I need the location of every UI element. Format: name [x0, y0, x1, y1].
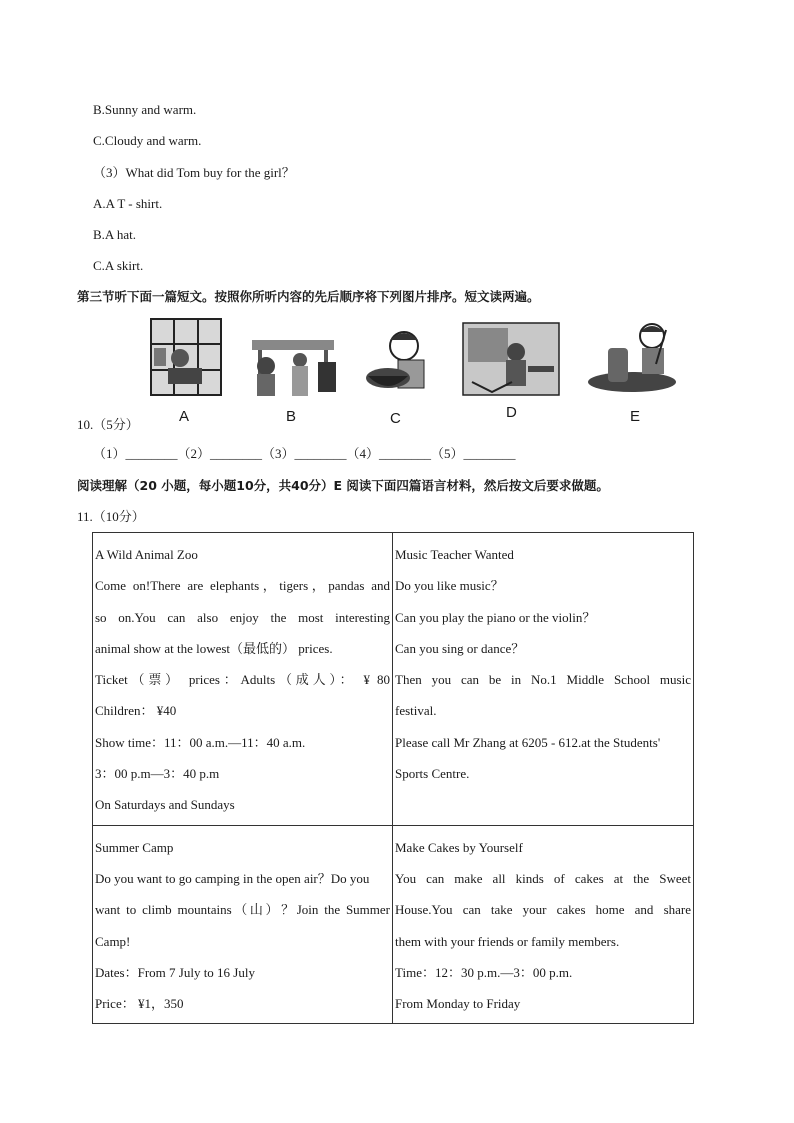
ad-music-line: Then you can be in No.1 Middle School music: [395, 672, 691, 688]
picture-c-label: C: [390, 410, 401, 427]
ad-zoo-line: Come on!There are elephants，tigers，pandas and: [95, 578, 390, 594]
option-c: C.Cloudy and warm.: [93, 133, 202, 148]
question-11-number: 11.（10分）: [77, 509, 145, 524]
picture-b-label: B: [286, 408, 297, 425]
option-b: B.A hat.: [93, 227, 136, 242]
ad-zoo-line: 3：00 p.m—3：40 p.m: [95, 766, 220, 782]
ad-zoo-title: A Wild Animal Zoo: [95, 547, 198, 562]
ad-cakes-title: Make Cakes by Yourself: [395, 839, 523, 855]
ad-music-line: Do you like music？: [395, 578, 504, 594]
ad-camp-line: Do you want to go camping in the open air？Do you: [95, 870, 370, 886]
ad-music: [393, 533, 694, 826]
option-b: B.Sunny and warm.: [93, 102, 197, 117]
ad-zoo: [93, 533, 393, 826]
picture-d: [462, 322, 560, 400]
question-10-number: 10.（5分）: [77, 417, 139, 432]
picture-e-label: E: [630, 408, 641, 425]
ad-zoo-line: so on.You can also enjoy the most interesting: [95, 609, 390, 625]
section-3-heading: 第三节听下面一篇短文。按照你所听内容的先后顺序将下列图片排序。短文读两遍。: [77, 289, 540, 304]
ad-cakes-line: House.You can take your cakes home and share: [395, 902, 691, 918]
ad-cakes-line: From Monday to Friday: [395, 996, 521, 1012]
picture-b: [248, 336, 340, 402]
question-3: （3）What did Tom buy for the girl？: [93, 165, 295, 180]
picture-row: [140, 318, 700, 428]
ad-zoo-line: animal show at the lowest（最低的） prices.: [95, 640, 333, 656]
picture-a: [150, 318, 222, 398]
ad-camp: [93, 825, 393, 1024]
ad-cakes-line: Time：12：30 p.m.—3：00 p.m.: [395, 964, 573, 980]
option-c: C.A skirt.: [93, 258, 144, 273]
ad-zoo-line: On Saturdays and Sundays: [95, 797, 235, 813]
ad-zoo-line: Show time：11：00 a.m.—11：40 a.m.: [95, 734, 306, 750]
picture-a-label: A: [179, 408, 190, 425]
picture-c: [362, 326, 438, 408]
ad-cakes: [393, 825, 694, 1024]
ad-zoo-line: Ticket（票） prices：Adults（成人）： ¥ 80: [95, 672, 390, 688]
ad-music-line: Can you sing or dance？: [395, 640, 525, 656]
picture-e: [586, 320, 678, 394]
ad-zoo-line: Children： ¥40: [95, 703, 177, 719]
ads-table: [92, 532, 694, 1024]
ad-camp-line: Camp!: [95, 933, 131, 949]
question-10-blanks[interactable]: （1）________（2）________（3）________（4）________（5）________: [93, 446, 516, 461]
ad-cakes-line: them with your friends or family members.: [395, 933, 620, 949]
picture-d-label: D: [506, 404, 517, 421]
reading-section-heading: 阅读理解（20 小题，每小题10分，共40分）E 阅读下面四篇语言材料，然后按文后要求做题。: [77, 478, 609, 493]
ad-music-line: Can you play the piano or the violin？: [395, 609, 596, 625]
ad-music-line: Sports Centre.: [395, 766, 470, 782]
ad-camp-line: Price： ¥1，350: [95, 996, 184, 1012]
ad-camp-line: Dates：From 7 July to 16 July: [95, 964, 255, 980]
ad-camp-line: want to climb mountains（山）？Join the Summer: [95, 902, 390, 918]
ad-camp-title: Summer Camp: [95, 839, 174, 855]
ad-music-line: Please call Mr Zhang at 6205 - 612.at the Students': [395, 734, 661, 750]
option-a: A.A T - shirt.: [93, 196, 163, 211]
ad-music-title: Music Teacher Wanted: [395, 547, 514, 562]
ad-cakes-line: You can make all kinds of cakes at the Sweet: [395, 870, 691, 886]
ad-music-line: festival.: [395, 703, 437, 719]
